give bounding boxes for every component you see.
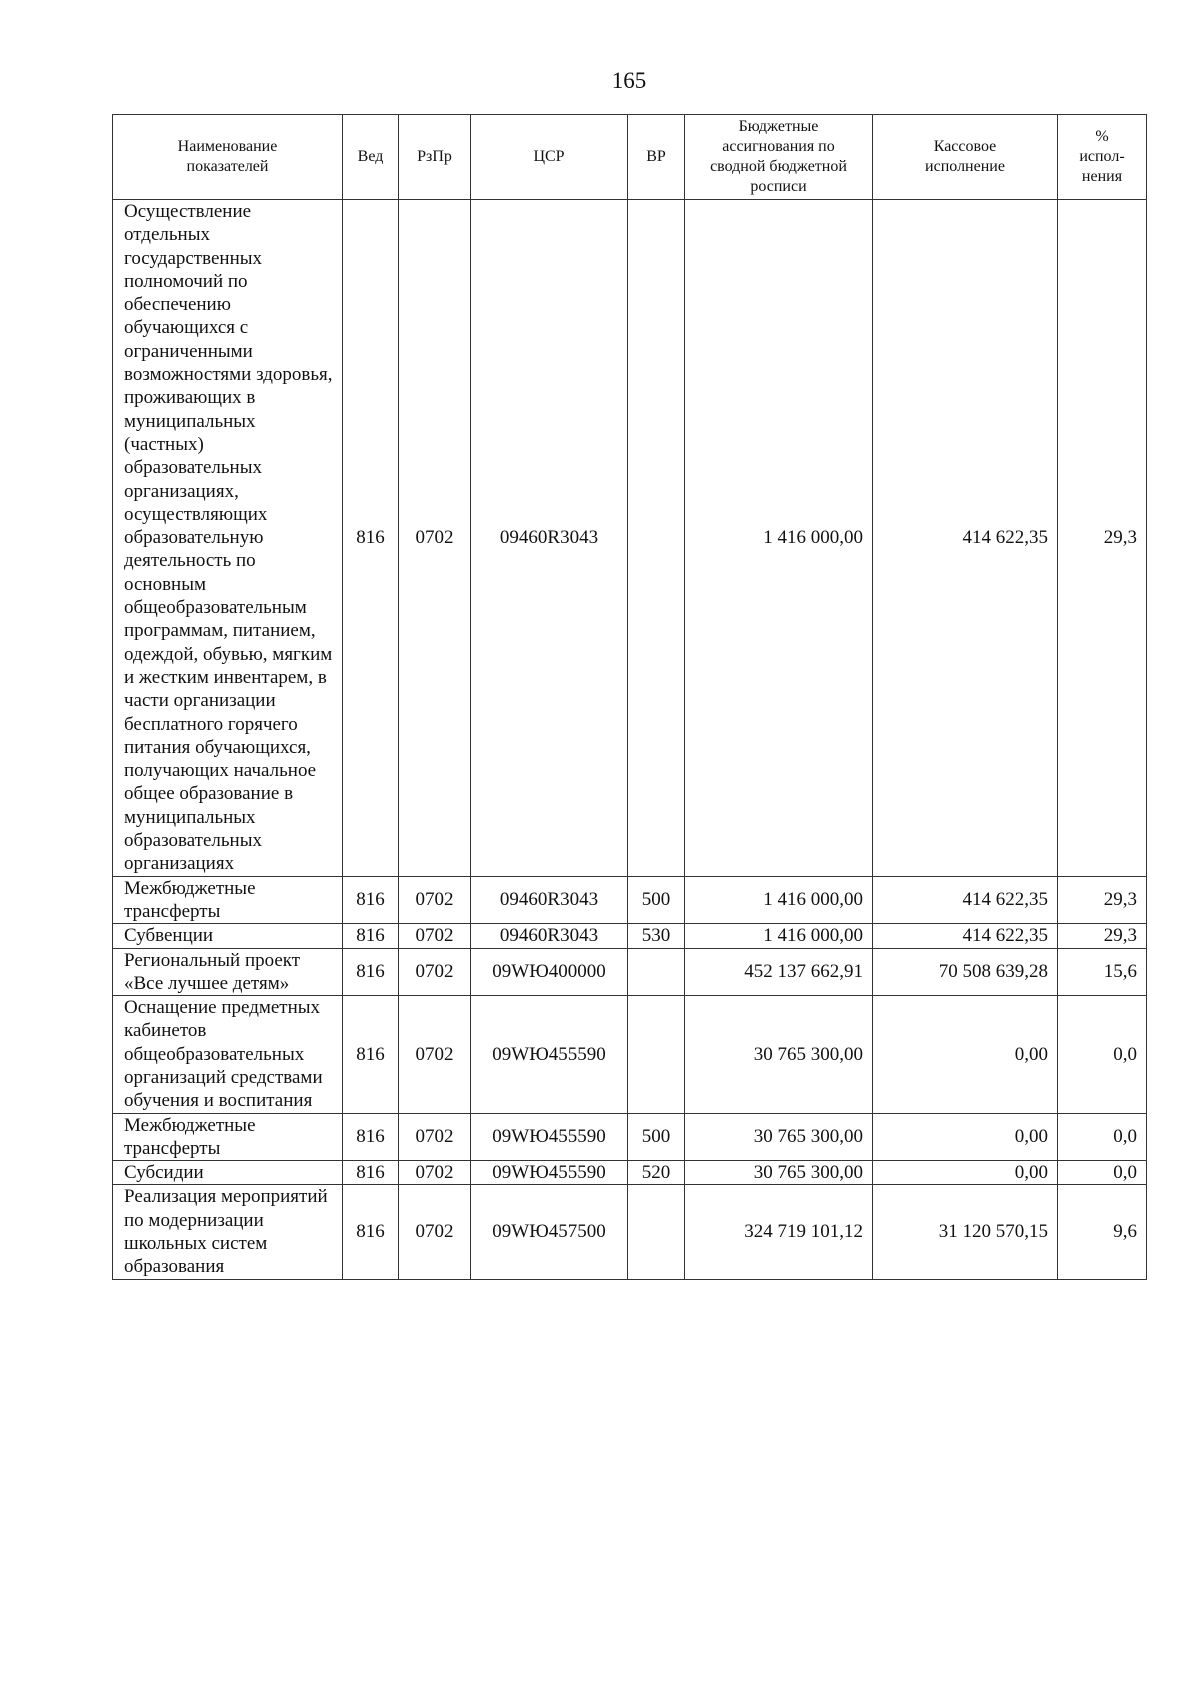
cell-vr — [628, 200, 685, 877]
header-cash: Кассовое исполнение — [873, 115, 1058, 200]
cell-rzpr: 0702 — [399, 924, 471, 948]
header-name: Наименование показателей — [113, 115, 343, 200]
budget-execution-table — [112, 114, 1147, 1280]
header-percent: % испол- нения — [1058, 115, 1147, 200]
cell-cash: 414 622,35 — [873, 200, 1058, 877]
table-row — [113, 1161, 1147, 1185]
cell-percent: 9,6 — [1058, 1185, 1147, 1279]
cell-percent: 0,0 — [1058, 996, 1147, 1113]
cell-assignments: 30 765 300,00 — [685, 1161, 873, 1185]
table-row — [113, 924, 1147, 948]
cell-vr — [628, 996, 685, 1113]
cell-percent: 15,6 — [1058, 948, 1147, 996]
cell-vr: 520 — [628, 1161, 685, 1185]
table-row — [113, 200, 1147, 877]
header-vr: ВР — [628, 115, 685, 200]
cell-csr: 09460R3043 — [471, 924, 628, 948]
cell-rzpr: 0702 — [399, 200, 471, 877]
cell-ved: 816 — [343, 1185, 399, 1279]
table-row — [113, 876, 1147, 924]
header-rzpr: РзПр — [399, 115, 471, 200]
cell-assignments: 30 765 300,00 — [685, 1113, 873, 1161]
cell-vr: 500 — [628, 876, 685, 924]
cell-vr: 500 — [628, 1113, 685, 1161]
cell-cash: 31 120 570,15 — [873, 1185, 1058, 1279]
cell-name: Субвенции — [113, 924, 343, 948]
cell-percent: 0,0 — [1058, 1161, 1147, 1185]
cell-cash: 414 622,35 — [873, 924, 1058, 948]
table-body — [113, 200, 1147, 1280]
cell-cash: 414 622,35 — [873, 876, 1058, 924]
cell-csr: 09WЮ455590 — [471, 996, 628, 1113]
cell-vr: 530 — [628, 924, 685, 948]
cell-assignments: 1 416 000,00 — [685, 924, 873, 948]
cell-assignments: 1 416 000,00 — [685, 200, 873, 877]
cell-assignments: 30 765 300,00 — [685, 996, 873, 1113]
cell-csr: 09460R3043 — [471, 876, 628, 924]
cell-percent: 29,3 — [1058, 924, 1147, 948]
cell-ved: 816 — [343, 948, 399, 996]
cell-ved: 816 — [343, 1161, 399, 1185]
cell-csr: 09WЮ455590 — [471, 1113, 628, 1161]
cell-csr: 09460R3043 — [471, 200, 628, 877]
cell-rzpr: 0702 — [399, 876, 471, 924]
cell-assignments: 1 416 000,00 — [685, 876, 873, 924]
cell-ved: 816 — [343, 876, 399, 924]
cell-assignments: 452 137 662,91 — [685, 948, 873, 996]
cell-ved: 816 — [343, 1113, 399, 1161]
cell-cash: 0,00 — [873, 1113, 1058, 1161]
cell-rzpr: 0702 — [399, 996, 471, 1113]
cell-name: Региональный проект «Все лучшее детям» — [113, 948, 343, 996]
cell-ved: 816 — [343, 996, 399, 1113]
cell-vr — [628, 1185, 685, 1279]
header-csr: ЦСР — [471, 115, 628, 200]
cell-vr — [628, 948, 685, 996]
header-assignments: Бюджетные ассигнования по сводной бюджетной росписи — [685, 115, 873, 200]
cell-name: Межбюджетные трансферты — [113, 1113, 343, 1161]
table-header-row — [113, 115, 1147, 200]
cell-csr: 09WЮ455590 — [471, 1161, 628, 1185]
cell-csr: 09WЮ400000 — [471, 948, 628, 996]
cell-rzpr: 0702 — [399, 1185, 471, 1279]
cell-cash: 70 508 639,28 — [873, 948, 1058, 996]
cell-rzpr: 0702 — [399, 1161, 471, 1185]
cell-csr: 09WЮ457500 — [471, 1185, 628, 1279]
cell-percent: 0,0 — [1058, 1113, 1147, 1161]
cell-ved: 816 — [343, 200, 399, 877]
cell-rzpr: 0702 — [399, 1113, 471, 1161]
table-row — [113, 948, 1147, 996]
page-number: 165 — [611, 68, 647, 93]
table-row — [113, 1185, 1147, 1279]
cell-cash: 0,00 — [873, 1161, 1058, 1185]
cell-name: Межбюджетные трансферты — [113, 876, 343, 924]
table-row — [113, 996, 1147, 1113]
cell-percent: 29,3 — [1058, 200, 1147, 877]
cell-name: Реализация мероприятий по модернизации школьных систем образования — [113, 1185, 343, 1279]
cell-rzpr: 0702 — [399, 948, 471, 996]
header-ved: Вед — [343, 115, 399, 200]
cell-name: Оснащение предметных кабинетов общеобразовательных организаций средствами обучения и воспитания — [113, 996, 343, 1113]
cell-name: Осуществление отдельных государственных полномочий по обеспечению обучающихся с ограниченными возможностями здоровья, проживающих в муниципальных (частных) образовательных организациях, осуществляющих образовательную деятельность по основным общеобразовательным программам, питанием, одеждой, обувью, мягким и жестким инвентарем, в части организации бесплатного горячего питания обучающихся, получающих начальное общее образование в муниципальных образовательных организациях — [113, 200, 343, 877]
cell-ved: 816 — [343, 924, 399, 948]
cell-name: Субсидии — [113, 1161, 343, 1185]
cell-cash: 0,00 — [873, 996, 1058, 1113]
cell-percent: 29,3 — [1058, 876, 1147, 924]
cell-assignments: 324 719 101,12 — [685, 1185, 873, 1279]
table-row — [113, 1113, 1147, 1161]
